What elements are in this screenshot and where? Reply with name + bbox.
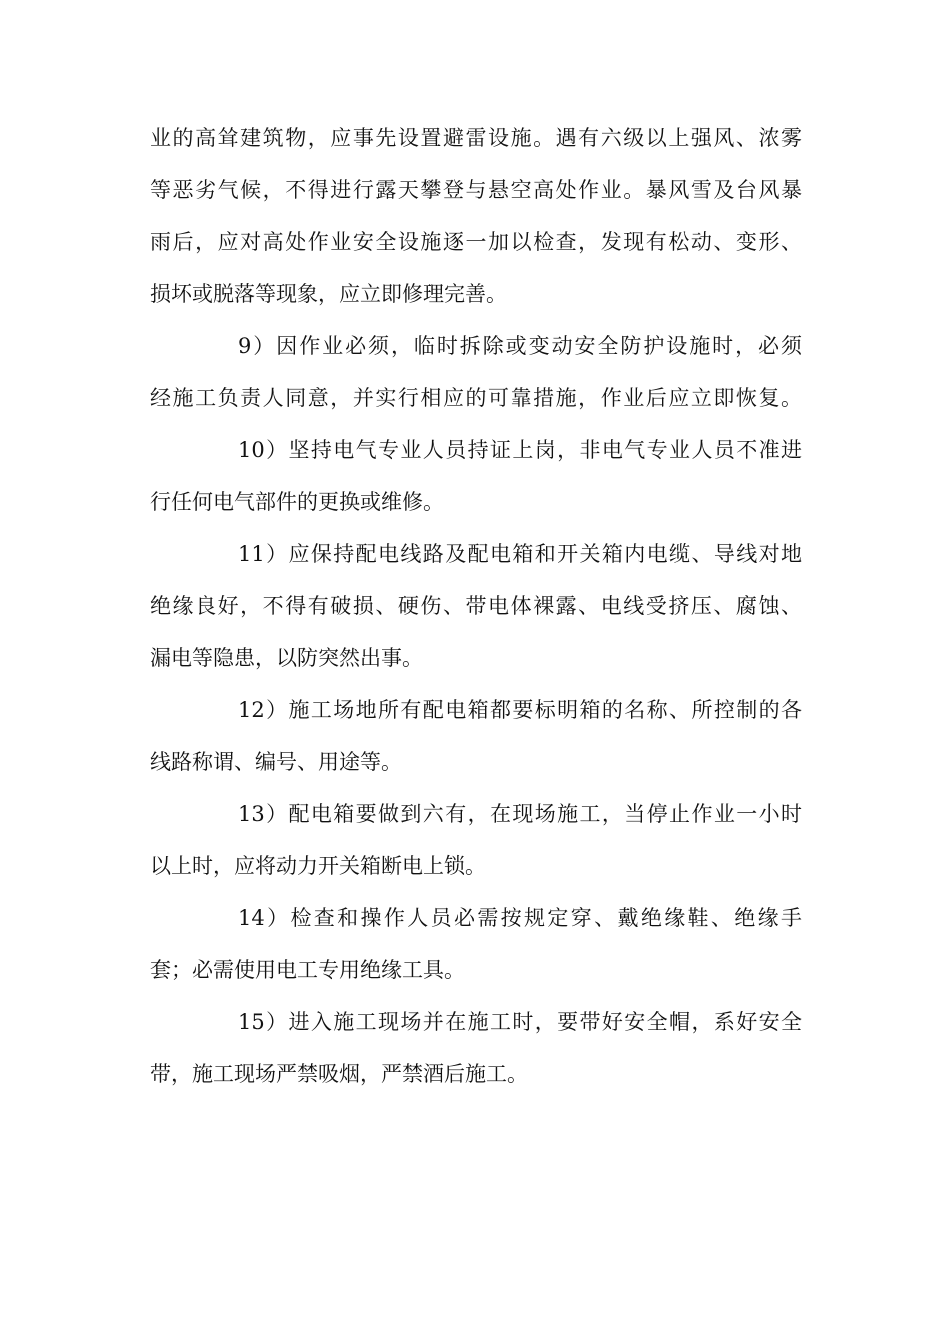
text-line: 漏电等隐患，以防突然出事。: [150, 646, 423, 670]
text-line: 以上时，应将动力开关箱断电上锁。: [150, 854, 486, 878]
list-item-14-line: 14）检查和操作人员必需按规定穿、戴绝缘鞋、绝缘手: [238, 906, 802, 930]
list-item-12-line: 12）施工场地所有配电箱都要标明箱的名称、所控制的各: [238, 698, 802, 722]
list-item-13-line: 13）配电箱要做到六有，在现场施工，当停止作业一小时: [238, 802, 802, 826]
text-line: 经施工负责人同意，并实行相应的可靠措施，作业后应立即恢复。: [150, 386, 802, 410]
text-line: 业的高耸建筑物，应事先设置避雷设施。遇有六级以上强风、浓雾: [150, 126, 802, 150]
text-line: 绝缘良好，不得有破损、硬伤、带电体裸露、电线受挤压、腐蚀、: [150, 594, 802, 618]
text-line: 套；必需使用电工专用绝缘工具。: [150, 958, 465, 982]
text-line: 带，施工现场严禁吸烟，严禁酒后施工。: [150, 1062, 528, 1086]
document-body: [150, 112, 802, 1100]
list-item-15-line: 15）进入施工现场并在施工时，要带好安全帽，系好安全: [238, 1010, 802, 1034]
text-line: 损坏或脱落等现象，应立即修理完善。: [150, 282, 507, 306]
list-item-11-line: 11）应保持配电线路及配电箱和开关箱内电缆、导线对地: [238, 542, 802, 566]
text-line: 行任何电气部件的更换或维修。: [150, 490, 444, 514]
text-line: 等恶劣气候，不得进行露天攀登与悬空高处作业。暴风雪及台风暴: [150, 178, 802, 202]
text-line: 雨后，应对高处作业安全设施逐一加以检查，发现有松动、变形、: [150, 230, 802, 254]
text-line: 线路称谓、编号、用途等。: [150, 750, 402, 774]
list-item-10-line: 10）坚持电气专业人员持证上岗，非电气专业人员不准进: [238, 438, 802, 462]
list-item-9-line: 9）因作业必须，临时拆除或变动安全防护设施时，必须: [238, 334, 802, 358]
